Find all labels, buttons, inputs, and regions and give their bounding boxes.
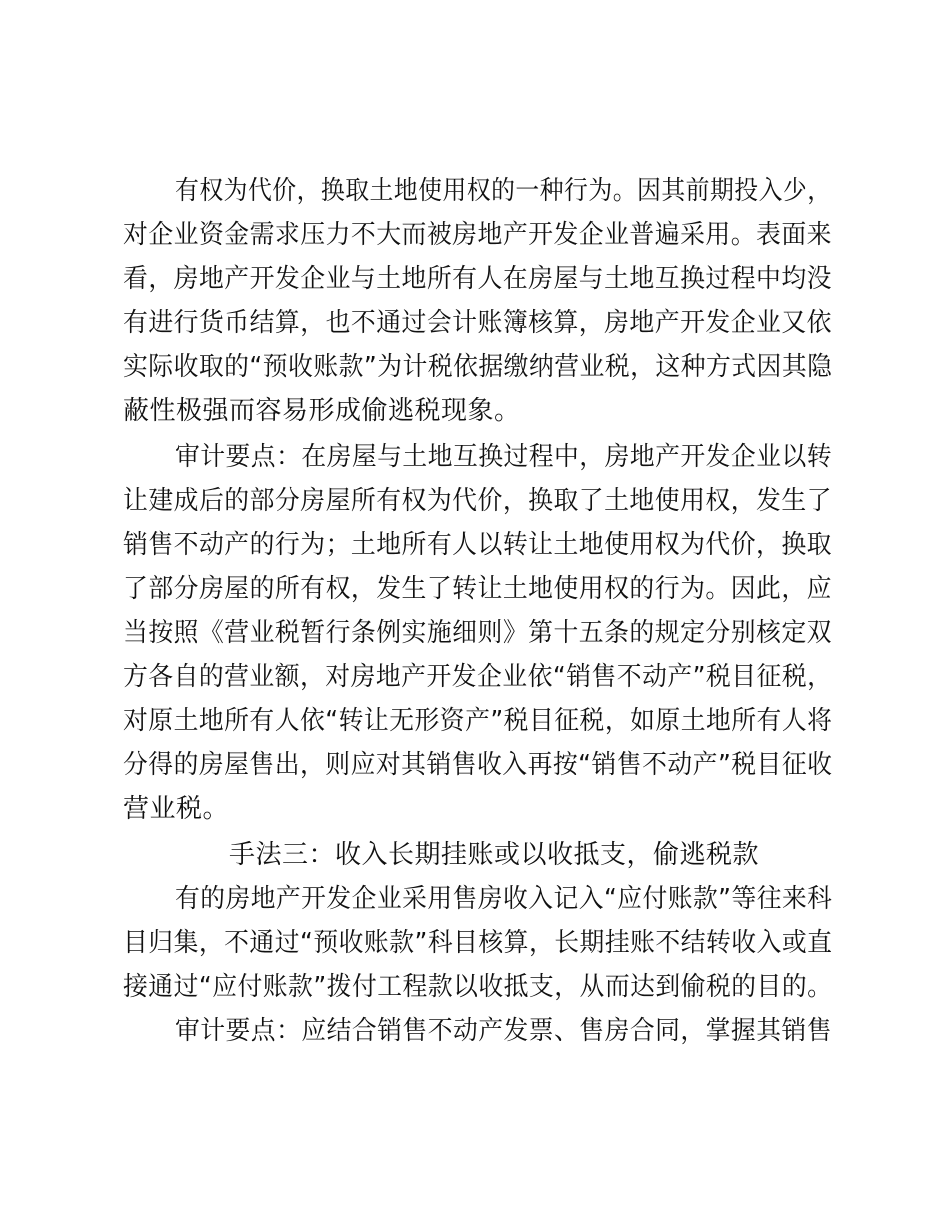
paragraph-2-line-7: 对原土地所有人依“转让无形资产”税目征税，如原土地所有人将 — [123, 706, 833, 736]
paragraph-4-line-1: 审计要点：应结合销售不动产发票、售房合同，掌握其销售 — [175, 1016, 833, 1046]
paragraph-1-line-2: 对企业资金需求压力不大而被房地产开发企业普遍采用。表面来 — [123, 220, 833, 250]
paragraph-2-line-3: 销售不动产的行为；土地所有人以转让土地使用权为代价，换取 — [123, 530, 833, 560]
paragraph-1-line-3: 看，房地产开发企业与土地所有人在房屋与土地互换过程中均没 — [123, 264, 833, 294]
paragraph-1-line-5: 实际收取的“预收账款”为计税依据缴纳营业税，这种方式因其隐 — [123, 352, 833, 382]
paragraph-1-line-4: 有进行货币结算，也不通过会计账簿核算，房地产开发企业又依 — [123, 308, 833, 338]
paragraph-2-line-6: 方各自的营业额，对房地产开发企业依“销售不动产”税目征税， — [123, 662, 833, 692]
paragraph-2-line-8: 分得的房屋售出，则应对其销售收入再按“销售不动产”税目征收 — [123, 750, 833, 780]
paragraph-3-line-1: 有的房地产开发企业采用售房收入记入“应付账款”等往来科 — [175, 884, 833, 914]
paragraph-2-line-9: 营业税。 — [123, 794, 230, 824]
paragraph-1-line-6: 蔽性极强而容易形成偷逃税现象。 — [123, 396, 521, 426]
paragraph-1-line-1: 有权为代价，换取土地使用权的一种行为。因其前期投入少， — [175, 176, 832, 206]
section-heading: 手法三：收入长期挂账或以收抵支，偷逃税款 — [229, 840, 760, 870]
paragraph-3-line-2: 目归集，不通过“预收账款”科目核算，长期挂账不结转收入或直 — [123, 928, 833, 958]
paragraph-3-line-3: 接通过“应付账款”拨付工程款以收抵支，从而达到偷税的目的。 — [123, 972, 833, 1002]
paragraph-2-line-1: 审计要点：在房屋与土地互换过程中，房地产开发企业以转 — [175, 442, 833, 472]
paragraph-2-line-4: 了部分房屋的所有权，发生了转让土地使用权的行为。因此，应 — [123, 574, 833, 604]
paragraph-2-line-5: 当按照《营业税暂行条例实施细则》第十五条的规定分别核定双 — [123, 618, 833, 648]
paragraph-2-line-2: 让建成后的部分房屋所有权为代价，换取了土地使用权，发生了 — [123, 486, 833, 516]
